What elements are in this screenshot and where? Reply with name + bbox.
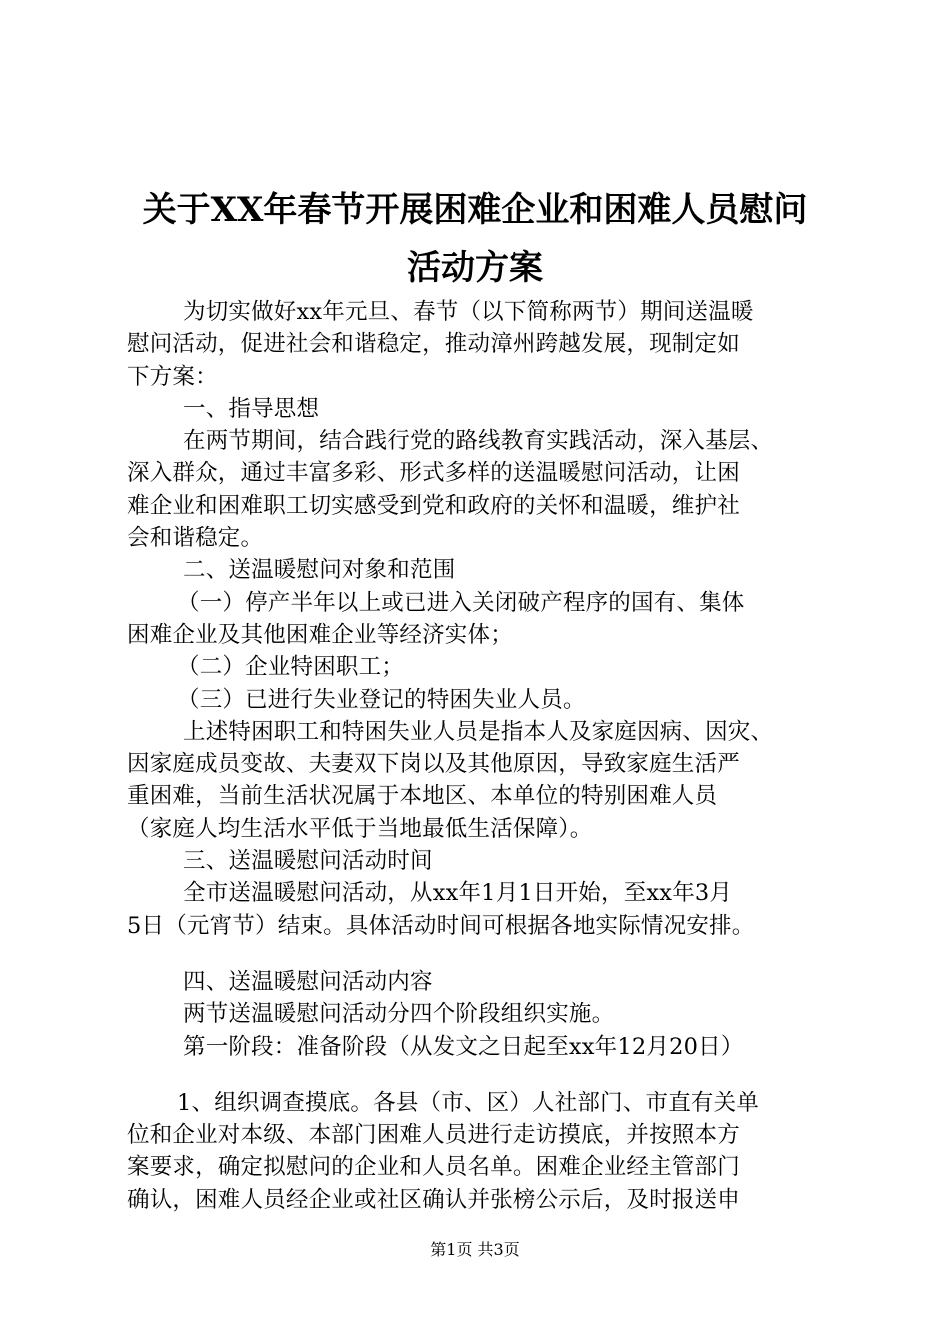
body-line: 5日（元宵节）结束。具体活动时间可根据各地实际情况安排。: [127, 912, 755, 939]
body-line: 深入群众，通过丰富多彩、形式多样的送温暖慰问活动，让困: [127, 460, 740, 487]
document-title-line-2: 活动方案: [407, 248, 543, 288]
section-heading: 四、送温暖慰问活动内容: [183, 968, 433, 995]
body-line: 困难企业及其他困难企业等经济实体；: [127, 621, 513, 648]
body-line: 在两节期间，结合践行党的路线教育实践活动，深入基层、: [183, 428, 774, 455]
body-line: 难企业和困难职工切实感受到党和政府的关怀和温暖，维护社: [127, 492, 740, 519]
document-title-line-1: 关于XX年春节开展困难企业和困难人员慰问: [142, 190, 808, 230]
page-footer: 第1页 共3页: [430, 1240, 520, 1259]
body-line: 上述特困职工和特困失业人员是指本人及家庭因病、因灾、: [183, 718, 774, 745]
body-line: 慰问活动，促进社会和谐稳定，推动漳州跨越发展，现制定如: [127, 331, 740, 358]
body-line: 两节送温暖慰问活动分四个阶段组织实施。: [183, 1001, 615, 1028]
body-line: 为切实做好xx年元旦、春节（以下简称两节）期间送温暖: [183, 299, 754, 325]
body-line: 1、组织调查摸底。各县（市、区）人社部门、市直有关单: [177, 1089, 760, 1116]
body-line: 案要求，确定拟慰问的企业和人员名单。困难企业经主管部门: [127, 1154, 740, 1181]
body-line: 下方案：: [127, 363, 218, 390]
paragraph-gap: [127, 942, 847, 966]
body-line: 第一阶段：准备阶段（从发文之日起至xx年12月20日）: [183, 1033, 744, 1060]
list-item: （一）停产半年以上或已进入关闭破产程序的国有、集体: [177, 589, 745, 616]
section-heading: 二、送温暖慰问对象和范围: [183, 557, 456, 584]
body-line: 会和谐稳定。: [127, 525, 264, 552]
body-line: 位和企业对本级、本部门困难人员进行走访摸底，并按照本方: [127, 1122, 740, 1149]
body-line: （家庭人均生活水平低于当地最低生活保障）。: [127, 815, 593, 842]
list-item: （三）已进行失业登记的特困失业人员。: [177, 686, 586, 713]
section-heading: 一、指导思想: [183, 395, 320, 422]
document-body: [127, 296, 847, 1216]
body-line: 因家庭成员变故、夫妻双下岗以及其他原因，导致家庭生活严: [127, 751, 740, 778]
list-item: （二）企业特困职工；: [177, 654, 405, 681]
body-line: 全市送温暖慰问活动，从xx年1月1日开始，至xx年3月: [183, 880, 733, 907]
section-heading: 三、送温暖慰问活动时间: [183, 848, 433, 875]
body-line: 重困难，当前生活状况属于本地区、本单位的特别困难人员: [127, 783, 718, 810]
paragraph-gap: [127, 1063, 847, 1087]
body-line: 确认，困难人员经企业或社区确认并张榜公示后，及时报送申: [127, 1186, 740, 1213]
